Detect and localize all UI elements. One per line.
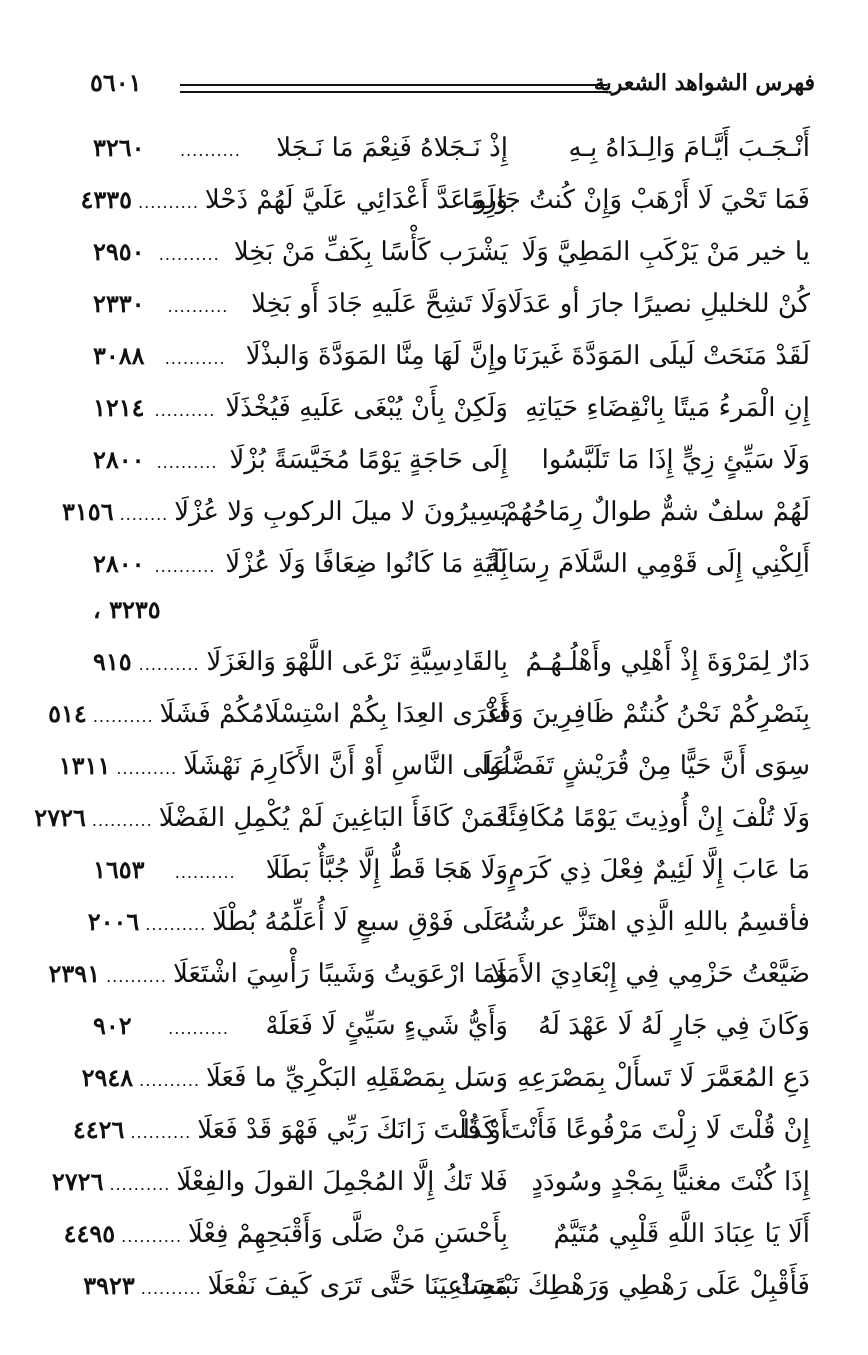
reference-number: ٤٤٢٦: [72, 1115, 125, 1144]
leader-dots: ..........: [154, 557, 216, 576]
reference-number: ٤٣٣٥: [80, 185, 133, 214]
second-hemistich-line: [93, 636, 508, 691]
leader-dots: ..........: [116, 759, 178, 778]
second-hemistich: أَوْ قُلْتَ زَانَكَ رَبِّي فَهْوَ قَدْ فَعَلَا: [197, 1115, 508, 1145]
reference-number: ٢٧٢٦: [34, 803, 86, 832]
second-hemistich: بِأَحْسَنِ مَنْ صَلَّى وَأَقْبَحِهِمْ فِعْلَا: [188, 1219, 508, 1249]
leader-dots: ..........: [174, 863, 236, 882]
leader-dots: ..........: [106, 967, 167, 986]
second-hemistich-line: [34, 792, 508, 847]
first-hemistich: وَلَا سَيِّئٍ زِيٍّ إِذَا مَا تَلَبَّسُوا: [541, 445, 810, 475]
reference-number: ٣٩٢٣: [83, 1271, 135, 1300]
second-hemistich-line: [87, 896, 508, 951]
leader-dots: ..........: [130, 1123, 192, 1142]
reference-number: ٢٠٠٦: [87, 907, 140, 936]
reference-number: ٢٩٥٠: [93, 237, 145, 266]
second-hemistich: أَغْرَى العِدَا بِكُمْ اسْتِسْلَامُكُمْ فَشَلَا: [159, 699, 508, 729]
second-hemistich: إِذْ نَـجَلاهُ فَنِعْمَ مَا نَـجَلا: [276, 133, 508, 163]
first-hemistich: دَارٌ لِمَرْوَةَ إِذْ أَهْلِي وأَهْلُـهُـمُ: [525, 647, 810, 677]
first-hemistich: أَلِكْنِي إِلَى قَوْمِي السَّلَامَ رِسَالَةً: [485, 549, 810, 579]
reference-number: ٣٢٦٠: [93, 133, 145, 162]
second-hemistich: عَلَى فَوْقِ سبعٍ لَا أُعَلِّمُهُ بُطْلَا: [212, 907, 508, 937]
second-hemistich: وَأَيُّ شَيءٍ سَيِّئٍ لَا فَعَلَهْ: [265, 1011, 508, 1041]
verse-row: [0, 538, 868, 590]
leader-dots: ..........: [140, 1279, 202, 1298]
leader-dots: ..........: [167, 297, 229, 316]
leader-dots: ..........: [138, 655, 200, 674]
second-hemistich-line: [93, 278, 508, 333]
verse-row: [0, 948, 868, 1000]
second-hemistich: وَلَو عَدَّ أَعْدَائِي عَلَيَّ لَهُمْ ذَحْلا: [204, 185, 508, 215]
first-hemistich: فَأَقْبِلْ عَلَى رَهْطِي وَرَهْطِكَ نَبْتَحِثْ: [454, 1271, 810, 1301]
verse-row: [0, 1156, 868, 1208]
verse-row: [0, 636, 868, 688]
second-hemistich-line: [48, 948, 508, 1003]
verse-row: [0, 844, 868, 896]
second-hemistich: مَسَاعِيَنَا حَتَّى تَرَى كَيفَ نَفْعَلَا: [207, 1271, 508, 1301]
leader-dots: ..........: [179, 141, 241, 160]
second-hemistich: وَلَكِنْ بِأَنْ يُبْغَى عَلَيهِ فَيُخْذَلَا: [225, 393, 508, 423]
first-hemistich: أَنْـجَـبَ أَيَّـامَ وَالِـدَاهُ بِـهِ: [568, 133, 810, 163]
reference-number: ٢٨٠٠: [93, 549, 145, 578]
first-hemistich: سِوَى أَنَّ حَيًّا مِنْ قُرَيْشٍ تَفَضَّلُوا: [481, 751, 810, 781]
running-title: فهرس الشواهد الشعرية: [593, 70, 815, 96]
second-hemistich: فَمَنْ كَافَأَ البَاغِينَ لَمْ يُكْمِلِ الفَضْلَا: [158, 803, 508, 833]
verse-row: [0, 1260, 868, 1312]
second-hemistich-line: [63, 1208, 508, 1263]
verse-row: [0, 1208, 868, 1260]
reference-number: ٤٤٩٥: [63, 1219, 116, 1248]
reference-number: ٢٣٩١: [48, 959, 101, 988]
reference-number: ٥١٤: [48, 699, 87, 728]
second-hemistich-line: [93, 330, 508, 385]
first-hemistich: ضَيَّعْتُ حَزْمِي فِي إِبْعَادِيَ الأَمَلَا: [490, 959, 810, 989]
second-hemistich-line: [93, 844, 508, 899]
second-hemistich-line: [51, 1156, 508, 1211]
second-hemistich-line: [93, 122, 508, 177]
leader-dots: ..........: [138, 193, 199, 212]
verse-row: [0, 792, 868, 844]
first-hemistich: فأقسِمُ باللهِ الَّذِي اهتَزَّ عرشُهُ: [500, 907, 810, 937]
verse-row: [0, 1104, 868, 1156]
reference-number: ٢٨٠٠: [93, 445, 145, 474]
first-hemistich: يا خير مَنْ يَرْكَبِ المَطِيَّ وَلَا: [521, 237, 810, 267]
verse-row: [0, 278, 868, 330]
first-hemistich: وَكَانَ فِي جَارٍ لَهُ لَا عَهْدَ لَهُ: [538, 1011, 810, 1041]
leader-dots: ..........: [158, 245, 220, 264]
leader-dots: ..........: [156, 453, 218, 472]
first-hemistich: كُنْ للخليلِ نصيرًا جارَ أو عَدَلَا: [507, 289, 810, 319]
verse-row: [0, 174, 868, 226]
verse-row: [0, 382, 868, 434]
first-hemistich: دَعِ المُعَمَّرَ لَا تَسأَلْ بِمَصْرَعِهِ: [517, 1063, 810, 1093]
reference-number: ١٢١٤: [93, 393, 145, 422]
second-hemistich-line: [48, 688, 508, 743]
reference-number: ٩١٥: [93, 647, 132, 676]
leader-dots: ..........: [91, 811, 153, 830]
reference-number: ٢٣٣٠: [93, 289, 145, 318]
leader-dots: ..........: [168, 1019, 229, 1038]
leader-dots: ........: [119, 505, 169, 524]
leader-dots: ..........: [121, 1227, 183, 1246]
leader-dots: ..........: [109, 1175, 171, 1194]
verse-row: [0, 330, 868, 382]
verse-row: [0, 1052, 868, 1104]
reference-number: ١٣١١: [58, 751, 111, 780]
second-hemistich: عَلَى النَّاسِ أَوْ أَنَّ الأَكَارِمَ نَهْشَلَا: [183, 751, 508, 781]
verse-row: [0, 740, 868, 792]
reference-number: ١٦٥٣: [93, 855, 145, 884]
leader-dots: ..........: [154, 401, 216, 420]
leader-dots: ..........: [164, 349, 226, 368]
second-hemistich: وإِنَّ لَهَا مِنَّا المَوَدَّةَ وَالبذْلَا: [245, 341, 508, 371]
verse-row: [0, 434, 868, 486]
verse-row: [0, 486, 868, 538]
first-hemistich: لَهُمْ سلفٌ شمٌّ طوالٌ رِمَاحُهُمْ: [503, 497, 810, 527]
first-hemistich: وَلَا تُلْفَ إِنْ أُوذِيتَ يَوْمًا مُكَافِئًا: [501, 803, 810, 833]
first-hemistich: لَقَدْ مَنَحَتْ لَيلَى المَوَدَّةَ غَيرَنَا: [512, 341, 810, 371]
page-header: [90, 66, 815, 114]
second-hemistich-line: [83, 1260, 508, 1315]
first-hemistich: إِنِ الْمَرءُ مَيتًا بِانْقِضَاءِ حَيَاتِهِ: [525, 393, 810, 423]
second-hemistich-line: [62, 486, 508, 541]
first-hemistich: أَلَا يَا عِبَادَ اللَّهِ قَلْبِي مُتَيَّمٌ: [553, 1219, 810, 1249]
second-hemistich-line: [58, 740, 508, 795]
verse-row: [0, 1000, 868, 1052]
second-hemistich: بِالقَادِسِيَّةِ نَرْعَى اللَّهْوَ وَالغَزَلَا: [206, 647, 508, 677]
reference-number: ٩٠٢: [93, 1011, 132, 1040]
header-double-rule: [180, 84, 607, 93]
second-hemistich: يَشْرَب كَأْسًا بِكَفِّ مَنْ بَخِلا: [233, 237, 508, 267]
second-hemistich-line: [93, 382, 508, 437]
leader-dots: ..........: [139, 1071, 201, 1090]
reference-number: ٢٧٢٦: [51, 1167, 104, 1196]
page-number: ٥٦٠١: [90, 68, 142, 97]
second-hemistich-line: [93, 1000, 508, 1055]
verse-row: [0, 688, 868, 740]
second-hemistich: وَلَا هَجَا قَطُّ إِلَّا جُبَّأٌ بَطَلَا: [265, 855, 508, 885]
verse-row: [0, 226, 868, 278]
second-hemistich-line: [93, 434, 508, 489]
second-hemistich: فَلا تَكُ إِلَّا المُجْمِلَ القولَ والفِعْلَا: [176, 1167, 508, 1197]
second-hemistich: وَلَا تَشِحَّ عَلَيهِ جَادَ أَو بَخِلا: [251, 289, 508, 319]
verse-row: [0, 122, 868, 174]
verse-row: [0, 896, 868, 948]
leader-dots: ..........: [92, 707, 154, 726]
second-hemistich: وَسَل بِمَصْقَلِهِ البَكْرِيِّ ما فَعَلَا: [206, 1063, 508, 1093]
second-hemistich: بِآيَةِ مَا كَانُوا ضِعَافًا وَلَا عُزْلَا: [225, 549, 508, 579]
reference-number: ٣١٥٦: [62, 497, 114, 526]
second-hemistich-line: [93, 226, 508, 281]
reference-number: ٣٠٨٨: [93, 341, 145, 370]
second-hemistich-line: [81, 1052, 508, 1107]
first-hemistich: إِنْ قُلْتَ لَا زِلْتَ مَرْفُوعًا فَأَنْتَ كَذَا: [462, 1115, 810, 1145]
first-hemistich: بِنَصْرِكُمْ نَحْنُ كُنتُمْ ظَافِرِينَ وَقَدْ: [485, 699, 810, 729]
reference-continuation: ، ٣٢٣٥: [93, 595, 161, 624]
second-hemistich: يَسِيرُونَ لا ميلَ الركوبِ وَلا عُزْلَا: [174, 497, 508, 527]
second-hemistich: وَمَا ارْعَوَيتُ وَشَيبًا رَأْسِيَ اشْتَعَلَا: [172, 959, 508, 989]
first-hemistich: فَمَا تَحْيَ لَا أَرْهَبْ وَإِنْ كُنتُ جَارِمًا: [462, 185, 810, 215]
reference-number: ٢٩٤٨: [81, 1063, 134, 1092]
second-hemistich-line: [72, 1104, 508, 1159]
second-hemistich-line: [80, 174, 508, 229]
first-hemistich: إِذَا كُنْتَ مغنيًّا بِمَجْدٍ وسُودَدٍ: [531, 1167, 810, 1197]
second-hemistich: إِلَى حَاجَةٍ يَوْمًا مُخَيَّسَةً بُزْلَا: [229, 445, 508, 475]
leader-dots: ..........: [145, 915, 207, 934]
first-hemistich: مَا عَابَ إِلَّا لَئِيمٌ فِعْلَ ذِي كَرَمٍ: [508, 855, 810, 885]
